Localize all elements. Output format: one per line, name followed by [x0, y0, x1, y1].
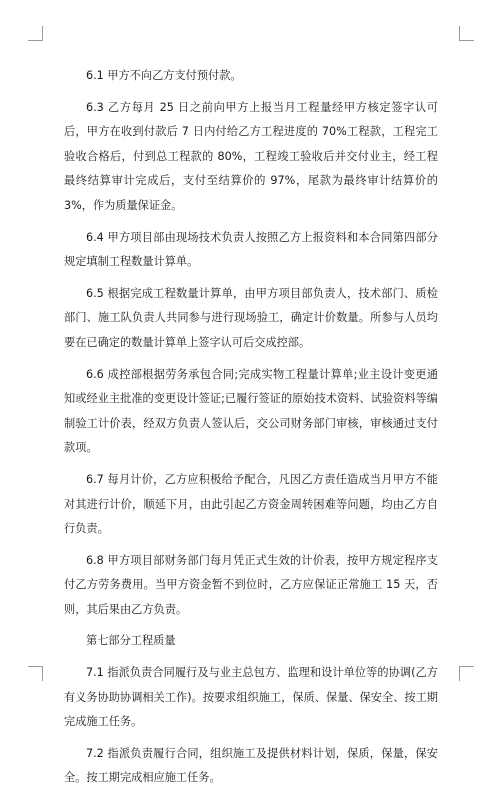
section-heading: 第七部分工程质量 [86, 634, 176, 648]
paragraph-6-7: 6.7 每月计价，乙方应积极给予配合，凡因乙方责任造成当月甲方不能对其进行计价，顺延下月，由此引起乙方资金周转困难等问题，均由乙方自行负责。 [64, 472, 438, 536]
paragraph-6-6: 6.6 成控部根据劳务承包合同;完成实物工程量计算单;业主设计变更通知或经业主批准的变更设计签证;已履行签证的原始技术资料、试验资料等编制验工计价表，经双方负责人签认后，交公司财务部门审核，审核通过支付款项。 [64, 367, 438, 455]
paragraph-6-4: 6.4 甲方项目部由现场技术负责人按照乙方上报资料和本合同第四部分规定填制工程数量计算单。 [64, 230, 438, 269]
paragraph-7-2: 7.2 指派负责履行合同，组织施工及提供材料计划，保质，保量，保安全。按工期完成相应施工任务。 [64, 746, 438, 785]
paragraph-6-8: 6.8 甲方项目部财务部门每月凭正式生效的计价表，按甲方规定程序支付乙方劳务费用。当甲方资金暂不到位时，乙方应保证正常施工 15 天，否则，其后果由乙方负责。 [64, 553, 438, 616]
crop-mark-top-left [28, 26, 43, 41]
paragraph-6-3: 6.3 乙方每月 25 日之前向甲方上报当月工程量经甲方核定签字认可后，甲方在收到付款后 7 日内付给乙方工程进度的 70%工程款，工程完工验收合格后，付到总工程款的 80%，工程竣工验收后并交付业主，经工程最终结算审计完成后，支付至结算价的 97%，尾款为最终审计结算价的 3%，作为质量保证金。 [64, 100, 438, 212]
crop-mark-top-right [459, 26, 474, 41]
document-body [64, 64, 438, 798]
crop-mark-bottom-left [28, 666, 43, 681]
crop-mark-bottom-right [459, 666, 474, 681]
paragraph-7-1: 7.1 指派负责合同履行及与业主总包方、监理和设计单位等的协调(乙方有义务协助协调相关工作)。按要求组织施工，保质、保量、保安全、按工期完成施工任务。 [64, 666, 438, 729]
paragraph-6-5: 6.5 根据完成工程数量计算单，由甲方项目部负责人，技术部门、质检部门、施工队负责人共同参与进行现场验工，确定计价数量。所参与人员均要在已确定的数量计算单上签字认可后交成控部。 [64, 286, 438, 349]
paragraph-6-1: 6.1 甲方不向乙方支付预付款。 [86, 69, 242, 82]
